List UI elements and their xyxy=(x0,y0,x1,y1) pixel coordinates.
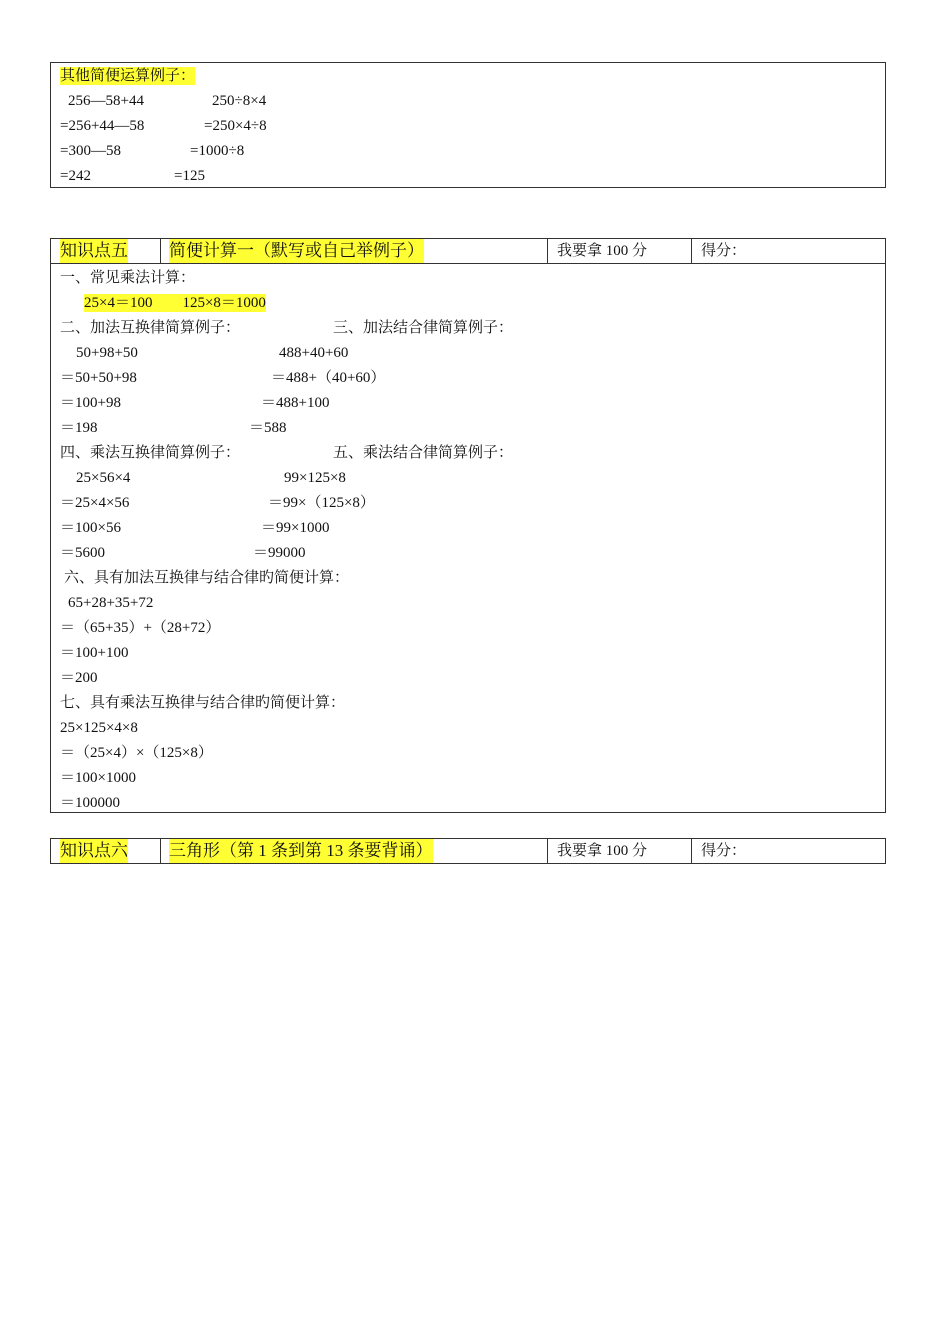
add-row-2-right: ＝488+（40+60） xyxy=(271,370,386,386)
sec7-row-2: ＝（25×4）×（125×8） xyxy=(60,745,213,761)
mul-row-2-right: ＝99×（125×8） xyxy=(268,495,375,511)
sec7-row-4: ＝100000 xyxy=(60,795,121,811)
section6-divider-3 xyxy=(691,839,692,863)
mul-assoc-title: 五、乘法结合律简算例子： xyxy=(333,445,514,461)
section6-score: 得分： xyxy=(701,843,747,859)
sec6-title: 六、具有加法互换律与结合律旳简便计算： xyxy=(64,570,350,586)
section6-title: 三角形（第 1 条到第 13 条要背诵） xyxy=(169,839,433,863)
other-examples-box xyxy=(50,62,886,188)
other-row-3-right: =1000÷8 xyxy=(190,143,245,159)
sec6-row-1: 65+28+35+72 xyxy=(68,595,154,611)
section6-goal: 我要拿 100 分 xyxy=(557,843,648,859)
sec7-row-1: 25×125×4×8 xyxy=(60,720,138,736)
add-comm-title: 二、加法互换律简算例子： xyxy=(60,320,241,336)
section5-divider-1 xyxy=(160,239,161,263)
mul-row-4-left: ＝5600 xyxy=(60,545,106,561)
add-row-4-right: ＝588 xyxy=(249,420,287,436)
mul-row-1-right: 99×125×8 xyxy=(284,470,346,486)
other-row-1-left: 256—58+44 xyxy=(68,93,144,109)
common-mult-formula: 25×4＝100 125×8＝1000 xyxy=(84,295,266,311)
section5-body xyxy=(50,263,886,813)
sec7-row-3: ＝100×1000 xyxy=(60,770,136,786)
mul-row-4-right: ＝99000 xyxy=(253,545,306,561)
add-row-1-right: 488+40+60 xyxy=(279,345,349,361)
section5-score: 得分： xyxy=(701,243,747,259)
mul-comm-title: 四、乘法互换律简算例子： xyxy=(60,445,241,461)
section5-tag: 知识点五 xyxy=(60,239,128,263)
section5-goal: 我要拿 100 分 xyxy=(557,243,648,259)
other-row-4-left: =242 xyxy=(60,168,91,184)
common-mult-title: 一、常见乘法计算： xyxy=(60,270,196,286)
section5-title: 简便计算一（默写或自己举例子） xyxy=(169,239,424,263)
sec6-row-4: ＝200 xyxy=(60,670,98,686)
other-row-1-right: 250÷8×4 xyxy=(212,93,267,109)
section5-header xyxy=(50,238,886,264)
section6-tag: 知识点六 xyxy=(60,839,128,863)
section6-divider-1 xyxy=(160,839,161,863)
other-examples-title: 其他简便运算例子： xyxy=(60,68,196,84)
mul-row-3-left: ＝100×56 xyxy=(60,520,121,536)
add-row-2-left: ＝50+50+98 xyxy=(60,370,137,386)
mul-row-3-right: ＝99×1000 xyxy=(261,520,330,536)
section6-divider-2 xyxy=(547,839,548,863)
add-row-1-left: 50+98+50 xyxy=(76,345,138,361)
other-row-3-left: =300—58 xyxy=(60,143,121,159)
sec6-row-2: ＝（65+35）+（28+72） xyxy=(60,620,221,636)
section6-header xyxy=(50,838,886,864)
add-row-3-right: ＝488+100 xyxy=(261,395,330,411)
other-row-4-right: =125 xyxy=(174,168,205,184)
other-row-2-left: =256+44—58 xyxy=(60,118,145,134)
add-assoc-title: 三、加法结合律简算例子： xyxy=(333,320,514,336)
mul-row-1-left: 25×56×4 xyxy=(76,470,131,486)
other-row-2-right: =250×4÷8 xyxy=(204,118,267,134)
add-row-4-left: ＝198 xyxy=(60,420,98,436)
sec6-row-3: ＝100+100 xyxy=(60,645,129,661)
mul-row-2-left: ＝25×4×56 xyxy=(60,495,130,511)
sec7-title: 七、具有乘法互换律与结合律旳简便计算： xyxy=(60,695,346,711)
section5-divider-2 xyxy=(547,239,548,263)
add-row-3-left: ＝100+98 xyxy=(60,395,121,411)
section5-divider-3 xyxy=(691,239,692,263)
